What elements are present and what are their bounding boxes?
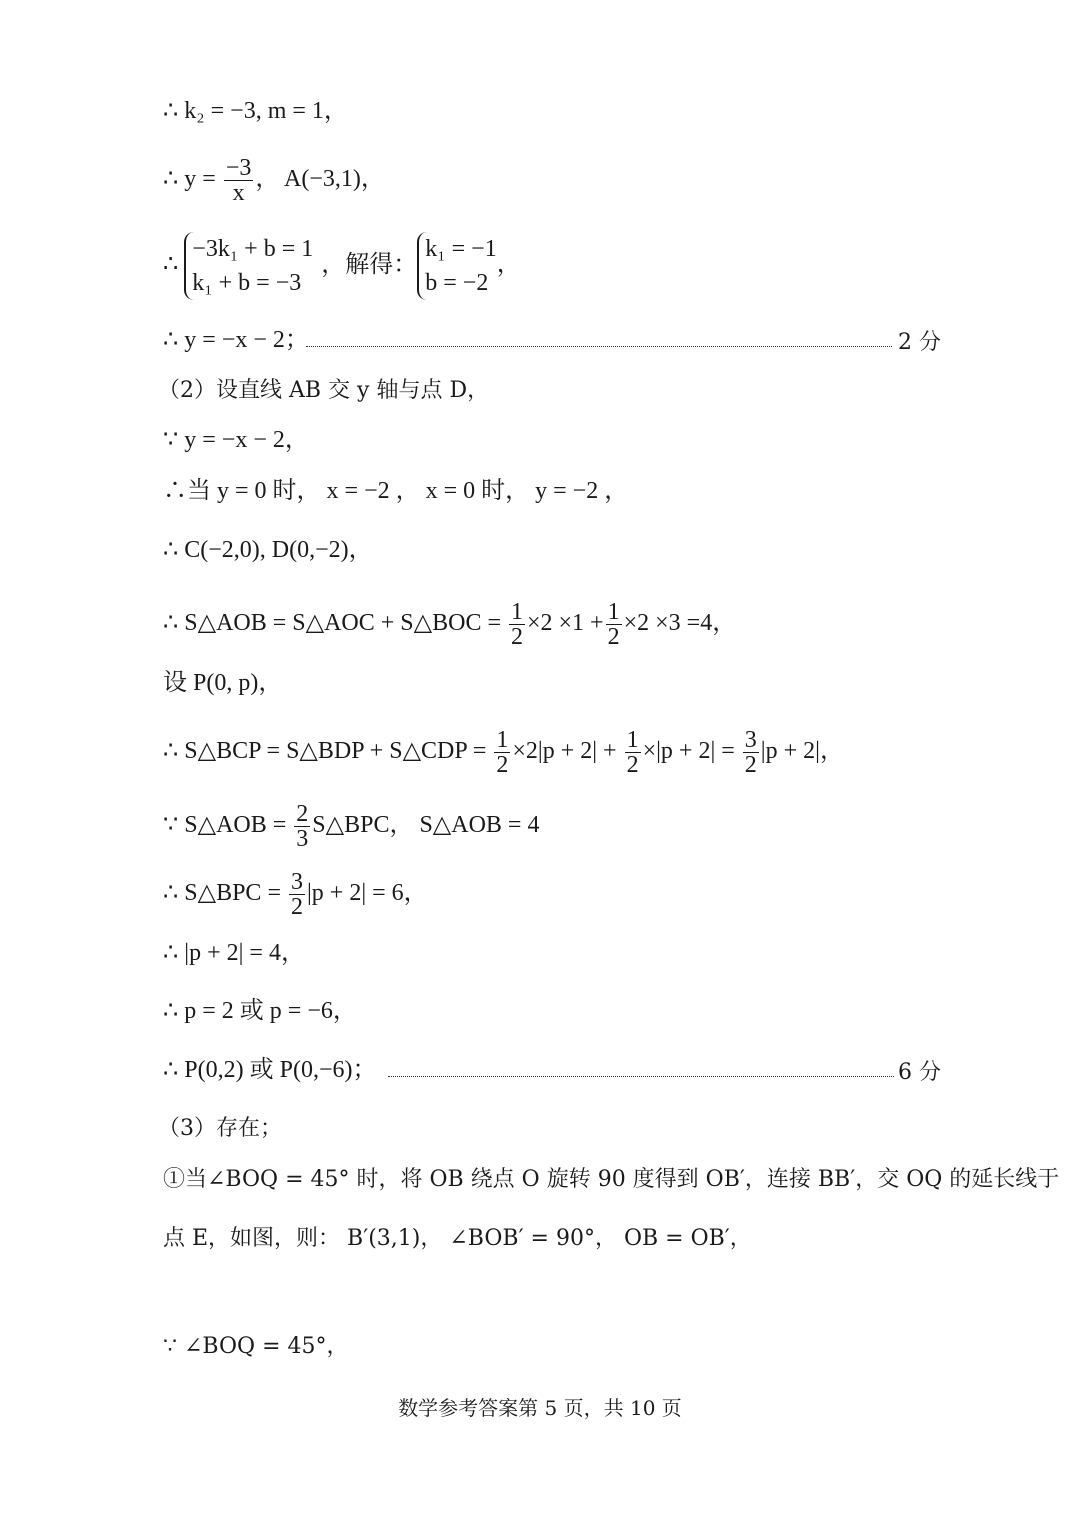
score-6: 6 分 bbox=[898, 1060, 941, 1085]
dotted-leader bbox=[388, 1076, 894, 1077]
text: ，解得： bbox=[321, 251, 418, 278]
denominator: 2 bbox=[607, 624, 620, 650]
text: ∵ S△AOB = bbox=[163, 812, 293, 839]
dotted-leader bbox=[306, 346, 892, 347]
text: |p + 2|， bbox=[760, 738, 844, 765]
denominator: 2 bbox=[496, 752, 509, 778]
text: S△BPC， S△AOB = 4 bbox=[312, 812, 540, 839]
numerator: 1 bbox=[607, 599, 620, 625]
solution-system bbox=[417, 232, 496, 300]
text: ×2 ×3 =4， bbox=[623, 610, 737, 637]
text: ∴ S△BPC = bbox=[163, 880, 287, 907]
line-area-AOB bbox=[163, 600, 736, 649]
line-area-BPC bbox=[163, 870, 428, 919]
numerator: −3 bbox=[225, 155, 252, 181]
text: ×|p + 2| = bbox=[642, 738, 741, 765]
fraction bbox=[294, 802, 310, 851]
fraction bbox=[494, 728, 510, 777]
denominator: 2 bbox=[290, 894, 303, 920]
denominator: 2 bbox=[744, 752, 757, 778]
fraction bbox=[606, 600, 622, 649]
line-P-points: ∴ P(0,2) 或 P(0,−6)； bbox=[163, 1057, 377, 1083]
solution-row: k₁ = −1 bbox=[425, 236, 497, 262]
score-2: 2 分 bbox=[898, 330, 941, 355]
numerator: 3 bbox=[290, 869, 303, 895]
part-3-heading: （3）存在； bbox=[158, 1116, 282, 1141]
line-angle-BOQ: ∵ ∠BOQ = 45°， bbox=[163, 1334, 349, 1359]
numerator: 2 bbox=[296, 801, 309, 827]
line-area-ratio bbox=[163, 802, 539, 851]
line-area-BCP bbox=[163, 728, 844, 777]
line-system bbox=[163, 232, 521, 300]
line-intercepts: ∴当 y = 0 时， x = −2 ， x = 0 时， y = −2 ， bbox=[163, 478, 629, 504]
numerator: 1 bbox=[510, 599, 523, 625]
part-2-heading: （2）设直线 AB 交 y 轴与点 D， bbox=[158, 378, 490, 403]
line-p-values: ∴ p = 2 或 p = −6， bbox=[163, 998, 357, 1024]
fraction bbox=[224, 156, 254, 205]
text: ∴ y = bbox=[163, 166, 222, 193]
text: ×2|p + 2| + bbox=[512, 738, 623, 765]
denominator: 3 bbox=[296, 826, 309, 852]
numerator: 1 bbox=[626, 727, 639, 753]
numerator: 3 bbox=[744, 727, 757, 753]
equation-system bbox=[184, 232, 313, 300]
text: ， A(−3,1)， bbox=[255, 166, 385, 193]
fraction bbox=[743, 728, 759, 777]
fraction bbox=[289, 870, 305, 919]
text: ∴ S△AOB = S△AOC + S△BOC = bbox=[163, 610, 507, 637]
text: ×2 ×1 + bbox=[526, 610, 604, 637]
line-y-linear: ∴ y = −x − 2； bbox=[163, 327, 309, 353]
line-because-y: ∵ y = −x − 2， bbox=[163, 427, 309, 453]
equation-row: −3k₁ + b = 1 bbox=[192, 236, 314, 262]
text: ， bbox=[496, 251, 521, 278]
text: ∴ bbox=[163, 251, 185, 278]
numerator: 1 bbox=[496, 727, 509, 753]
line-k2-m: ∴ k₂ = −3, m = 1， bbox=[163, 98, 348, 124]
denominator: x bbox=[232, 180, 245, 206]
line-abs: ∴ |p + 2| = 4， bbox=[163, 940, 305, 966]
line-y-A bbox=[163, 156, 385, 205]
text: ∴ S△BCP = S△BDP + S△CDP = bbox=[163, 738, 493, 765]
text: |p + 2| = 6， bbox=[306, 880, 428, 907]
denominator: 2 bbox=[626, 752, 639, 778]
solution-row: b = −2 bbox=[425, 270, 489, 296]
equation-row: k₁ + b = −3 bbox=[192, 270, 302, 296]
page-footer: 数学参考答案第 5 页，共 10 页 bbox=[398, 1396, 682, 1420]
fraction bbox=[509, 600, 525, 649]
line-set-P: 设 P(0, p)， bbox=[163, 670, 283, 696]
line-point-E: 点 E，如图，则： B′(3,1)， ∠BOB′ = 90°， OB = OB′， bbox=[163, 1226, 752, 1251]
line-case-1: ①当∠BOQ = 45° 时，将 OB 绕点 O 旋转 90 度得到 OB′，连接 BB′，交 OQ 的延长线于 bbox=[163, 1167, 1060, 1192]
fraction bbox=[625, 728, 641, 777]
line-C-D: ∴ C(−2,0), D(0,−2)， bbox=[163, 537, 373, 563]
denominator: 2 bbox=[510, 624, 523, 650]
